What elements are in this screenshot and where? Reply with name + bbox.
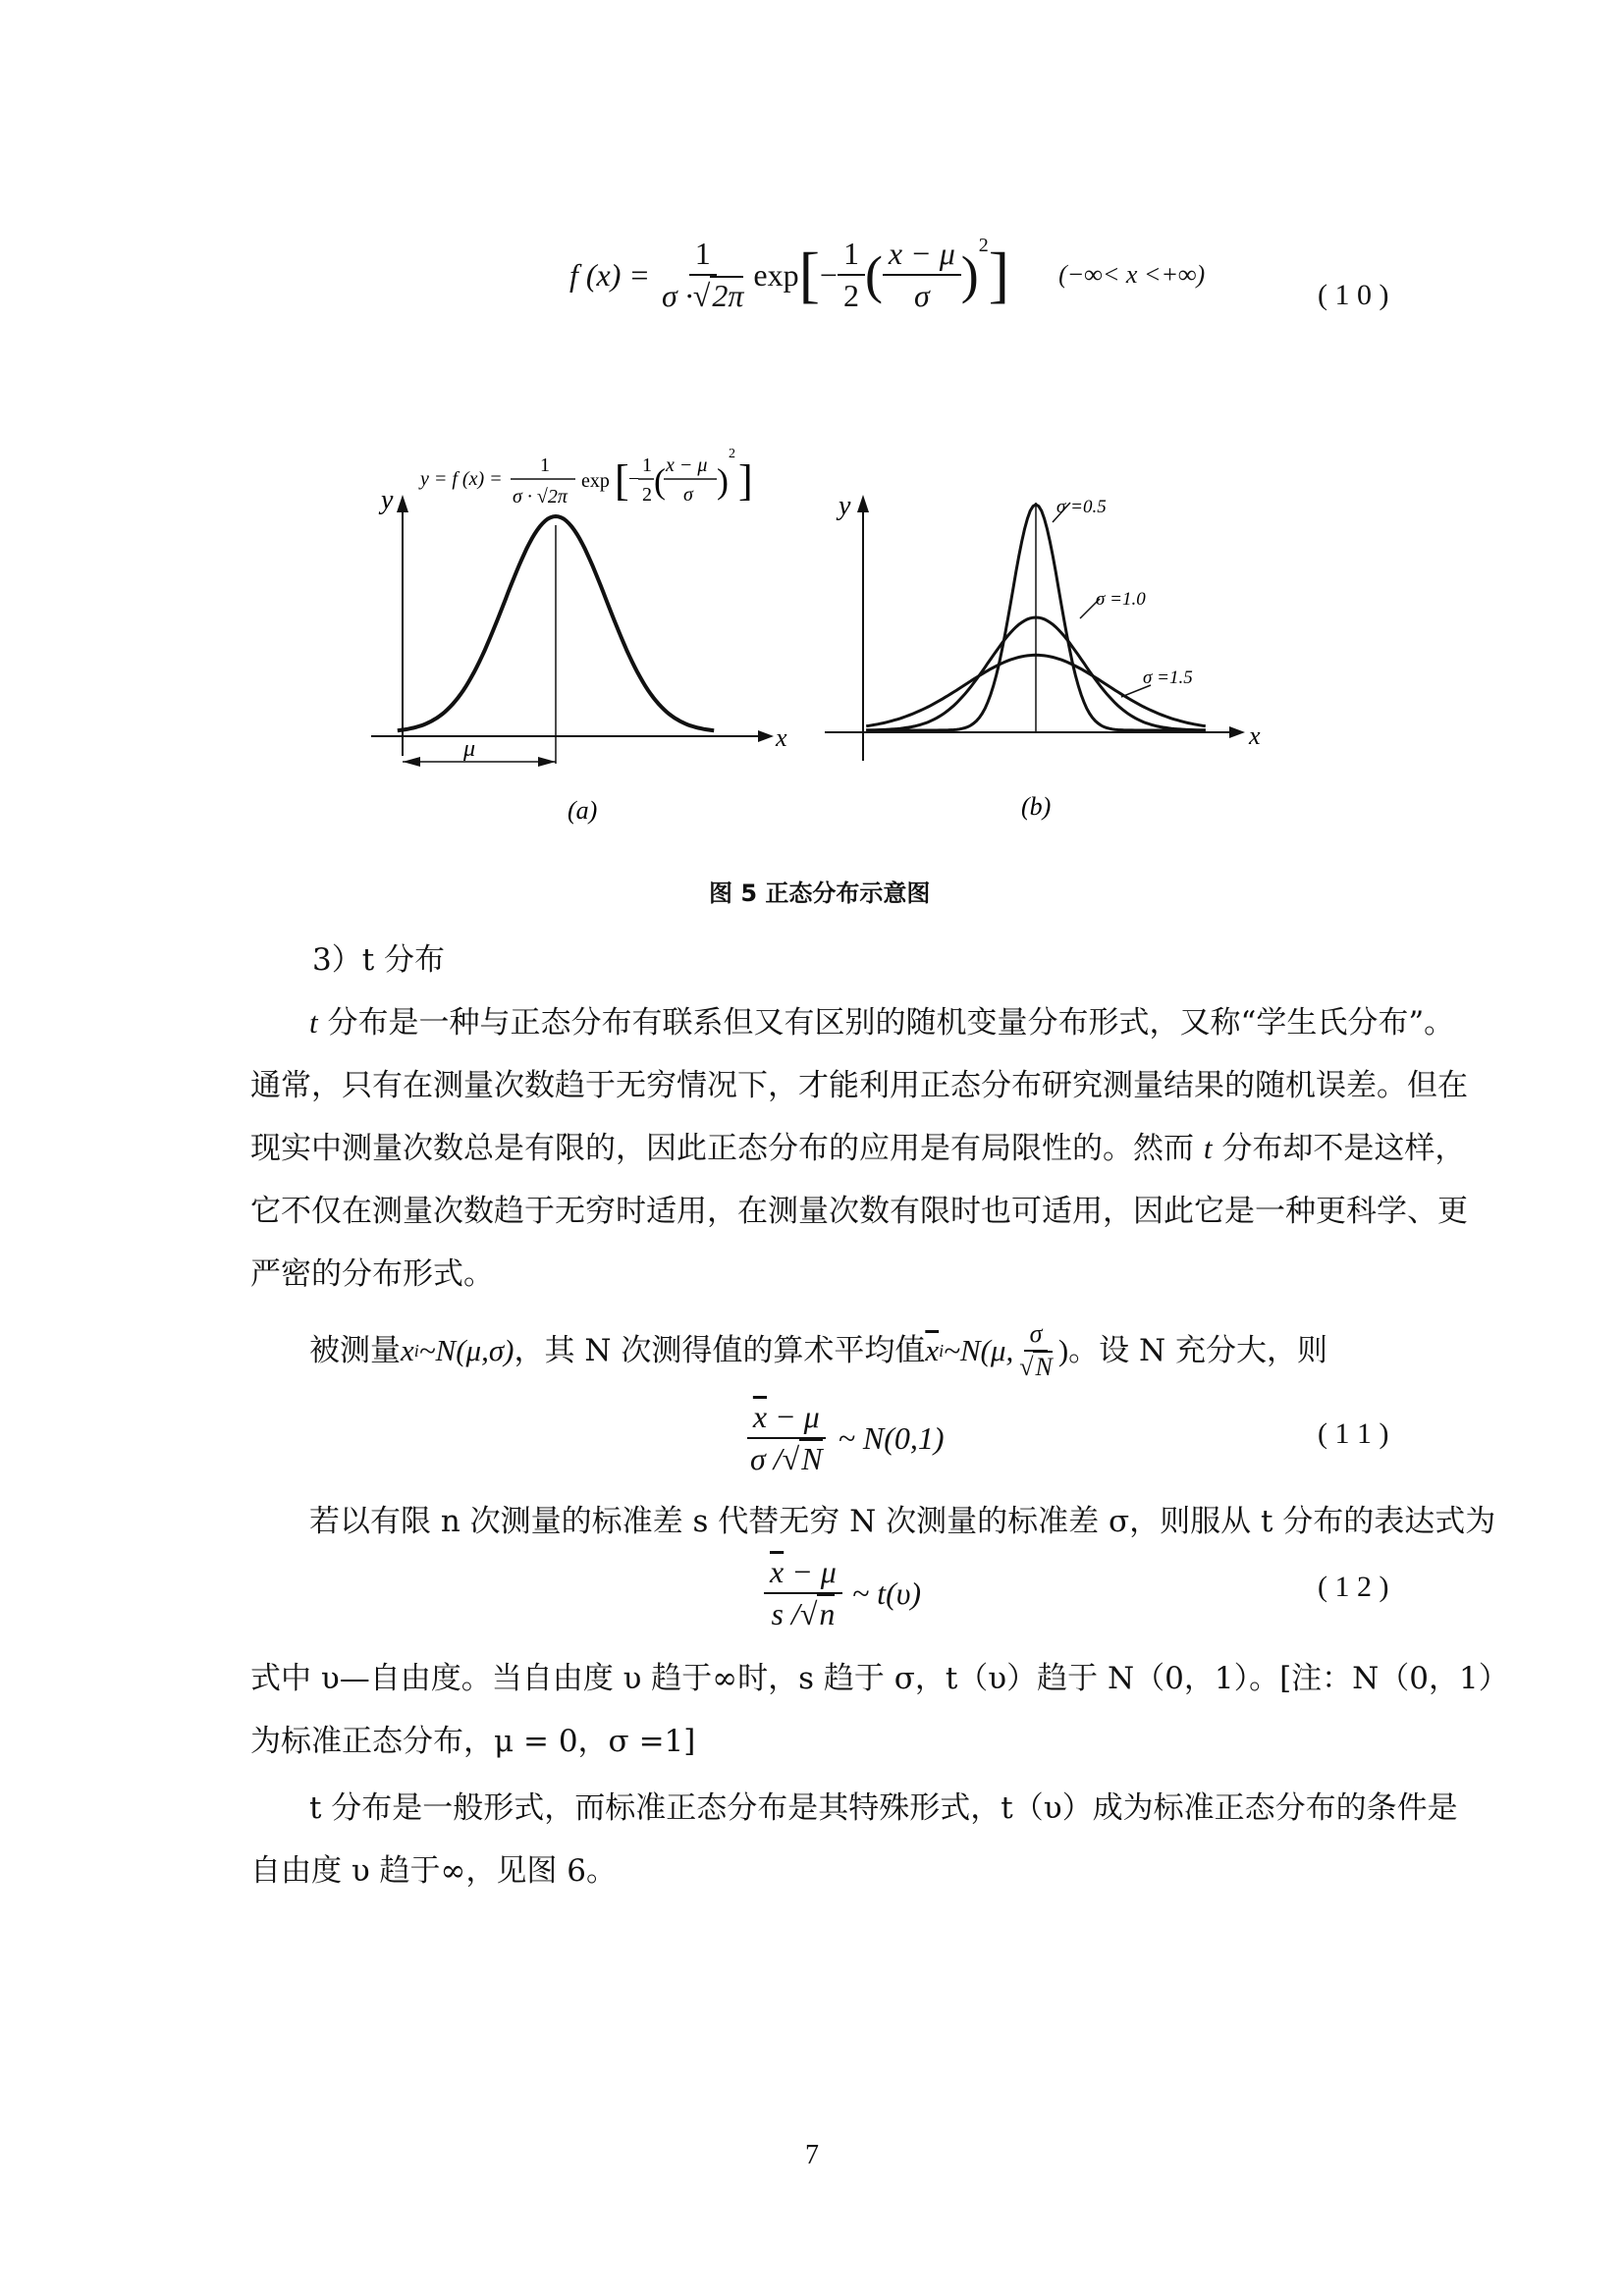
eq10-inner bbox=[883, 236, 961, 314]
paragraph-1-line-5: 严密的分布形式。 bbox=[250, 1256, 494, 1292]
panel-a-formula-exp: exp bbox=[581, 470, 610, 492]
paragraph-2-xbar: $\overline{x}$ bbox=[925, 1333, 940, 1367]
eq10-inner-num: x − μ bbox=[883, 236, 961, 276]
equation-10 bbox=[569, 221, 1205, 329]
eq12-rhs: ~ t(υ) bbox=[851, 1575, 922, 1611]
eq11-rhs: ~ N(0,1) bbox=[838, 1419, 945, 1456]
panel-a-y-label: y bbox=[381, 485, 394, 515]
eq10-lhs: f (x) = bbox=[569, 256, 650, 293]
panel-a-formula-half-num: 1 bbox=[642, 454, 652, 476]
panel-b-label-sigma-1-5: σ =1.5 bbox=[1143, 667, 1193, 688]
paragraph-5-line-1: t 分布是一般形式，而标准正态分布是其特殊形式，t（υ）成为标准正态分布的条件是 bbox=[309, 1790, 1458, 1826]
eq10-coefficient: $\frac{1}{\sigma \cdot√2\pi}$ bbox=[662, 236, 744, 313]
paragraph-2-dist1: ~N(μ,σ) bbox=[418, 1333, 514, 1367]
eq10-exp: exp bbox=[753, 256, 799, 293]
panel-a-formula-minus: − bbox=[628, 468, 640, 490]
paragraph-1-line-3-a: 现实中测量次数总是有限的，因此正态分布的应用是有局限性的。然而 bbox=[250, 1131, 1204, 1166]
panel-a bbox=[371, 447, 787, 825]
eq12-den-a: s / bbox=[771, 1596, 800, 1631]
eq11-num: $\overline{x} - \mu$ bbox=[747, 1399, 826, 1439]
panel-a-mu-arrow-left bbox=[403, 757, 420, 767]
paragraph-1-line-1-text: 分布是一种与正态分布有联系但又有区别的随机变量分布形式，又称“学生氏分布”。 bbox=[317, 1005, 1455, 1041]
equation-12 bbox=[764, 1549, 921, 1637]
paragraph-1-line-3 bbox=[250, 1129, 1465, 1168]
eq10-minus: − bbox=[819, 256, 838, 293]
panel-a-mu-arrow-right bbox=[538, 757, 556, 767]
panel-a-x-arrow bbox=[758, 730, 774, 742]
paragraph-2-fraction-num: σ bbox=[1024, 1320, 1049, 1352]
figure-5 bbox=[353, 432, 1276, 844]
paragraph-5-line-2: 自由度 υ 趋于∞，见图 6。 bbox=[250, 1853, 617, 1889]
eq10-inner-den: σ bbox=[913, 278, 930, 313]
paragraph-1-line-2: 通常，只有在测量次数趋于无穷情况下，才能利用正态分布研究测量结果的随机误差。但在 bbox=[250, 1068, 1468, 1103]
panel-b-label-sigma-1-0: σ =1.0 bbox=[1096, 589, 1146, 610]
eq12-number: ( 1 2 ) bbox=[1318, 1571, 1389, 1603]
paragraph-1-line-3-b: 分布却不是这样， bbox=[1212, 1131, 1466, 1166]
eq10-power: 2 bbox=[978, 235, 989, 256]
paragraph-2-dist2-b: ) bbox=[1057, 1333, 1069, 1367]
eq10-half-num: 1 bbox=[838, 236, 865, 276]
panel-a-formula-num: 1 bbox=[540, 454, 550, 476]
panel-b-caption: (b) bbox=[1021, 792, 1052, 821]
panel-a-x-label: x bbox=[776, 723, 787, 752]
paragraph-2 bbox=[309, 1321, 1327, 1380]
panel-b-y-arrow bbox=[857, 495, 869, 512]
eq10-range: (−∞< x <+∞) bbox=[1058, 260, 1206, 289]
eq10-coef-num: 1 bbox=[689, 236, 717, 276]
eq11-fraction: $\frac{\overline{x} - \mu}{\sigma /√N}$ bbox=[744, 1399, 829, 1477]
panel-a-formula-rparen: ) bbox=[717, 461, 729, 501]
paragraph-1-t: t bbox=[309, 1005, 318, 1040]
paragraph-3: 若以有限 n 次测量的标准差 s 代替无穷 N 次测量的标准差 σ，则服从 t 分布的表达式为 bbox=[309, 1504, 1496, 1539]
panel-a-formula-lparen: ( bbox=[654, 461, 666, 501]
panel-a-formula bbox=[418, 447, 753, 507]
paragraph-2-text-a: 被测量 bbox=[309, 1333, 401, 1368]
panel-a-formula-lbracket: [ bbox=[615, 456, 629, 505]
eq10-left-paren: ( bbox=[864, 245, 883, 304]
eq10-coef-sigma: σ · bbox=[662, 278, 693, 313]
panel-b-label-sigma-0-5: σ =0.5 bbox=[1056, 497, 1107, 517]
eq11-number: ( 1 1 ) bbox=[1318, 1417, 1389, 1450]
eq11-den-sqrt: N bbox=[801, 1441, 823, 1476]
panel-b-x-label: x bbox=[1249, 721, 1261, 750]
eq10-half-den: 2 bbox=[842, 278, 859, 313]
equation-11 bbox=[744, 1394, 945, 1482]
eq12-fraction: $\frac{\overline{x} - \mu}{s /√n}$ bbox=[764, 1554, 842, 1632]
section-heading-text: 3）t 分布 bbox=[312, 942, 446, 978]
paragraph-2-text-b: ，其 N 次测得值的算术平均值 bbox=[514, 1333, 926, 1368]
panel-a-formula-lhs: y = f (x) = bbox=[420, 468, 503, 490]
eq12-num: $\overline{x} - \mu$ bbox=[764, 1554, 842, 1594]
eq10-coef-sqrt: 2π bbox=[712, 278, 744, 313]
paragraph-2-xi-sub: i bbox=[413, 1341, 419, 1361]
figure-caption: 图 5 正态分布示意图 bbox=[709, 880, 931, 907]
panel-a-formula-half-den: 2 bbox=[642, 484, 652, 506]
eq12-den-sqrt: n bbox=[819, 1596, 836, 1631]
panel-a-y-arrow bbox=[397, 495, 408, 512]
eq10-right-paren: ) bbox=[960, 245, 979, 304]
paragraph-2-xi: x bbox=[401, 1333, 414, 1367]
panel-a-formula-power: 2 bbox=[729, 447, 735, 461]
panel-a-formula-den: σ · √2π bbox=[513, 486, 568, 507]
paragraph-2-fraction: $\frac{\sigma}{√N}$ bbox=[1019, 1319, 1053, 1381]
panel-a-formula-inner-den: σ bbox=[683, 484, 693, 506]
eq10-number: ( 1 0 ) bbox=[1318, 279, 1389, 311]
panel-b-y-label: y bbox=[839, 491, 851, 521]
eq10-left-bracket: [ bbox=[798, 240, 820, 309]
panel-a-formula-inner-num: x − μ bbox=[666, 454, 708, 476]
page-number: 7 bbox=[805, 2140, 819, 2170]
paragraph-1-line-1 bbox=[309, 1003, 1454, 1042]
paragraph-4-line-2: 为标准正态分布，μ = 0，σ =1] bbox=[250, 1724, 696, 1759]
panel-b-x-arrow bbox=[1229, 726, 1245, 738]
section-heading bbox=[312, 940, 445, 980]
paragraph-4-line-1: 式中 υ—自由度。当自由度 υ 趋于∞时，s 趋于 σ，t（υ）趋于 N（0，1）。[注：N（0，1） bbox=[250, 1661, 1509, 1696]
eq10-right-bracket: ] bbox=[988, 240, 1010, 309]
panel-a-mu-label: μ bbox=[463, 736, 476, 762]
paragraph-2-text-c: 。设 N 充分大，则 bbox=[1068, 1333, 1327, 1368]
panel-a-formula-rbracket: ] bbox=[738, 456, 753, 505]
eq10-half bbox=[838, 236, 865, 314]
panel-b bbox=[825, 491, 1261, 821]
paragraph-1-line-4: 它不仅在测量次数趋于无穷时适用，在测量次数有限时也可适用，因此它是一种更科学、更 bbox=[250, 1194, 1468, 1229]
panel-a-caption: (a) bbox=[568, 796, 598, 825]
paragraph-2-dist2-a: ~N(μ, bbox=[944, 1333, 1014, 1367]
paragraph-2-fraction-den: N bbox=[1035, 1353, 1053, 1381]
eq11-den-a: σ / bbox=[750, 1441, 783, 1476]
paragraph-1-line-3-t: t bbox=[1203, 1131, 1213, 1165]
paragraph-2-xbar-sub: i bbox=[939, 1341, 945, 1361]
